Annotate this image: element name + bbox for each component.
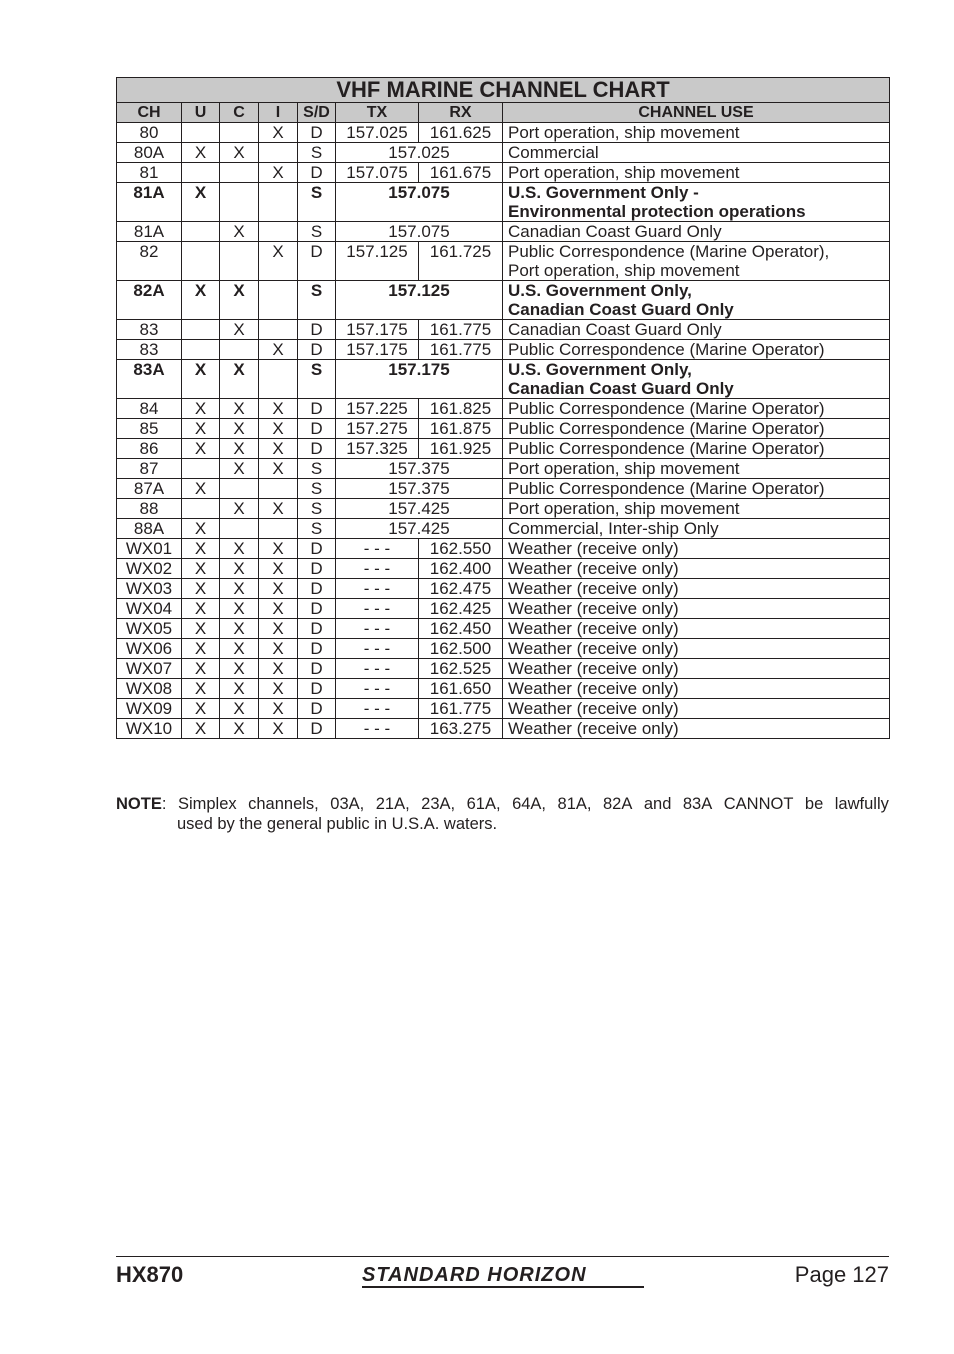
channel-use-line: Weather (receive only) xyxy=(508,699,679,718)
cell-us: X xyxy=(182,539,220,559)
cell-us: X xyxy=(182,281,220,320)
cell-frequency: 157.075 xyxy=(336,222,503,242)
cell-channel-use xyxy=(503,281,890,320)
cell-international xyxy=(259,222,298,242)
channel-chart-table xyxy=(116,77,890,739)
cell-us xyxy=(182,499,220,519)
channel-use-line: Weather (receive only) xyxy=(508,659,679,678)
cell-canada xyxy=(220,242,259,281)
cell-canada: X xyxy=(220,599,259,619)
cell-channel: 83A xyxy=(117,360,182,399)
cell-channel-use xyxy=(503,340,890,360)
cell-channel: 83 xyxy=(117,340,182,360)
cell-channel: WX09 xyxy=(117,699,182,719)
cell-simplex-duplex: D xyxy=(298,619,336,639)
cell-channel-use xyxy=(503,599,890,619)
cell-channel: 81 xyxy=(117,163,182,183)
note-label: NOTE xyxy=(116,795,162,813)
cell-international: X xyxy=(259,459,298,479)
cell-us: X xyxy=(182,719,220,739)
cell-channel-use xyxy=(503,183,890,222)
cell-international: X xyxy=(259,163,298,183)
cell-canada: X xyxy=(220,679,259,699)
note-line-2: used by the general public in U.S.A. waters. xyxy=(177,814,498,833)
cell-us: X xyxy=(182,559,220,579)
channel-use-line: Weather (receive only) xyxy=(508,619,679,638)
cell-channel: 82 xyxy=(117,242,182,281)
table-row xyxy=(117,459,890,479)
cell-rx: 162.475 xyxy=(419,579,503,599)
cell-channel: 86 xyxy=(117,439,182,459)
channel-use-line: Public Correspondence (Marine Operator) xyxy=(508,439,825,458)
cell-rx: 162.500 xyxy=(419,639,503,659)
cell-tx: 157.275 xyxy=(336,419,419,439)
cell-international xyxy=(259,360,298,399)
cell-international xyxy=(259,143,298,163)
cell-canada: X xyxy=(220,499,259,519)
channel-use-line: Canadian Coast Guard Only xyxy=(508,300,734,319)
cell-canada xyxy=(220,183,259,222)
cell-simplex-duplex: D xyxy=(298,679,336,699)
cell-channel: 80 xyxy=(117,123,182,143)
cell-channel: 82A xyxy=(117,281,182,320)
cell-simplex-duplex: D xyxy=(298,579,336,599)
channel-use-line: U.S. Government Only, xyxy=(508,360,692,379)
cell-canada xyxy=(220,340,259,360)
cell-us xyxy=(182,340,220,360)
cell-channel: 84 xyxy=(117,399,182,419)
cell-tx: 157.175 xyxy=(336,340,419,360)
cell-simplex-duplex: D xyxy=(298,599,336,619)
cell-us xyxy=(182,320,220,340)
channel-use-line: U.S. Government Only - xyxy=(508,183,699,202)
channel-use-line: Port operation, ship movement xyxy=(508,123,740,142)
cell-channel-use xyxy=(503,619,890,639)
header-ch: CH xyxy=(117,103,182,123)
cell-us: X xyxy=(182,639,220,659)
cell-simplex-duplex: D xyxy=(298,719,336,739)
cell-canada: X xyxy=(220,639,259,659)
cell-rx: 162.425 xyxy=(419,599,503,619)
cell-rx: 161.825 xyxy=(419,399,503,419)
cell-international: X xyxy=(259,123,298,143)
cell-international xyxy=(259,183,298,222)
cell-canada: X xyxy=(220,439,259,459)
cell-simplex-duplex: D xyxy=(298,559,336,579)
cell-canada: X xyxy=(220,320,259,340)
channel-use-line: Canadian Coast Guard Only xyxy=(508,222,722,241)
cell-frequency: 157.375 xyxy=(336,459,503,479)
cell-rx: 162.450 xyxy=(419,619,503,639)
cell-channel-use xyxy=(503,719,890,739)
table-row xyxy=(117,360,890,399)
cell-tx: - - - xyxy=(336,659,419,679)
cell-tx: 157.175 xyxy=(336,320,419,340)
table-row xyxy=(117,479,890,499)
cell-channel: WX06 xyxy=(117,639,182,659)
cell-simplex-duplex: D xyxy=(298,659,336,679)
cell-frequency: 157.425 xyxy=(336,519,503,539)
cell-channel-use xyxy=(503,519,890,539)
cell-simplex-duplex: D xyxy=(298,399,336,419)
cell-international: X xyxy=(259,439,298,459)
cell-international: X xyxy=(259,679,298,699)
cell-channel-use xyxy=(503,499,890,519)
channel-use-line: Canadian Coast Guard Only xyxy=(508,379,734,398)
table-row xyxy=(117,399,890,419)
cell-channel: 81A xyxy=(117,222,182,242)
table-row xyxy=(117,340,890,360)
cell-canada: X xyxy=(220,459,259,479)
cell-channel: WX08 xyxy=(117,679,182,699)
cell-channel: 88A xyxy=(117,519,182,539)
header-c: C xyxy=(220,103,259,123)
channel-use-line: Public Correspondence (Marine Operator) xyxy=(508,479,825,498)
cell-tx: - - - xyxy=(336,559,419,579)
cell-channel-use xyxy=(503,123,890,143)
cell-canada: X xyxy=(220,699,259,719)
channel-use-line: Public Correspondence (Marine Operator), xyxy=(508,242,830,261)
cell-frequency: 157.125 xyxy=(336,281,503,320)
cell-channel-use xyxy=(503,659,890,679)
cell-channel-use xyxy=(503,559,890,579)
cell-rx: 161.650 xyxy=(419,679,503,699)
header-u: U xyxy=(182,103,220,123)
cell-canada: X xyxy=(220,419,259,439)
note-text: : Simplex channels, 03A, 21A, 23A, 61A, 64A, 81A, 82A and 83A CANNOT be lawfully xyxy=(161,795,889,813)
cell-channel: WX05 xyxy=(117,619,182,639)
cell-international xyxy=(259,281,298,320)
cell-frequency: 157.075 xyxy=(336,183,503,222)
channel-use-line: Public Correspondence (Marine Operator) xyxy=(508,419,825,438)
model-name: HX870 xyxy=(116,1262,184,1287)
cell-canada: X xyxy=(220,222,259,242)
table-row xyxy=(117,143,890,163)
cell-simplex-duplex: D xyxy=(298,699,336,719)
cell-international: X xyxy=(259,539,298,559)
cell-simplex-duplex: D xyxy=(298,242,336,281)
cell-canada: X xyxy=(220,579,259,599)
cell-international xyxy=(259,519,298,539)
cell-us: X xyxy=(182,479,220,499)
table-row xyxy=(117,163,890,183)
cell-tx: - - - xyxy=(336,639,419,659)
cell-channel: WX01 xyxy=(117,539,182,559)
channel-use-line: Canadian Coast Guard Only xyxy=(508,320,722,339)
cell-channel: WX02 xyxy=(117,559,182,579)
cell-canada xyxy=(220,123,259,143)
cell-international: X xyxy=(259,399,298,419)
channel-use-line: Weather (receive only) xyxy=(508,719,679,738)
cell-tx: - - - xyxy=(336,539,419,559)
cell-international: X xyxy=(259,619,298,639)
cell-channel-use xyxy=(503,242,890,281)
cell-channel-use xyxy=(503,439,890,459)
cell-tx: - - - xyxy=(336,699,419,719)
cell-channel-use xyxy=(503,419,890,439)
cell-simplex-duplex: D xyxy=(298,419,336,439)
table-row xyxy=(117,599,890,619)
channel-use-line: Public Correspondence (Marine Operator) xyxy=(508,340,825,359)
cell-us: X xyxy=(182,699,220,719)
cell-frequency: 157.375 xyxy=(336,479,503,499)
cell-simplex-duplex: S xyxy=(298,479,336,499)
cell-simplex-duplex: D xyxy=(298,320,336,340)
cell-canada: X xyxy=(220,143,259,163)
cell-tx: - - - xyxy=(336,599,419,619)
cell-channel-use xyxy=(503,479,890,499)
cell-rx: 161.725 xyxy=(419,242,503,281)
cell-tx: 157.075 xyxy=(336,163,419,183)
table-row xyxy=(117,419,890,439)
cell-simplex-duplex: S xyxy=(298,519,336,539)
cell-rx: 163.275 xyxy=(419,719,503,739)
table-row xyxy=(117,222,890,242)
cell-us: X xyxy=(182,679,220,699)
cell-international: X xyxy=(259,599,298,619)
cell-international: X xyxy=(259,419,298,439)
table-row xyxy=(117,281,890,320)
channel-use-line: Weather (receive only) xyxy=(508,639,679,658)
cell-international: X xyxy=(259,699,298,719)
cell-us: X xyxy=(182,599,220,619)
cell-rx: 161.925 xyxy=(419,439,503,459)
cell-canada: X xyxy=(220,281,259,320)
channel-use-line: Port operation, ship movement xyxy=(508,163,740,182)
table-row xyxy=(117,699,890,719)
cell-channel-use xyxy=(503,360,890,399)
cell-canada: X xyxy=(220,659,259,679)
note-line-1 xyxy=(116,795,889,815)
cell-tx: - - - xyxy=(336,679,419,699)
table-row xyxy=(117,519,890,539)
channel-use-line: Commercial, Inter-ship Only xyxy=(508,519,719,538)
chart-body xyxy=(117,123,890,739)
chart-title: VHF MARINE CHANNEL CHART xyxy=(117,78,890,103)
cell-canada xyxy=(220,479,259,499)
cell-channel-use xyxy=(503,539,890,559)
cell-channel: WX03 xyxy=(117,579,182,599)
cell-simplex-duplex: S xyxy=(298,143,336,163)
cell-tx: 157.025 xyxy=(336,123,419,143)
cell-channel: 87 xyxy=(117,459,182,479)
cell-channel-use xyxy=(503,399,890,419)
cell-international: X xyxy=(259,579,298,599)
table-row xyxy=(117,320,890,340)
cell-canada: X xyxy=(220,399,259,419)
cell-us: X xyxy=(182,439,220,459)
cell-us: X xyxy=(182,659,220,679)
brand-underline xyxy=(362,1286,644,1290)
channel-use-line: Weather (receive only) xyxy=(508,559,679,578)
cell-international: X xyxy=(259,719,298,739)
header-rx: RX xyxy=(419,103,503,123)
header-i: I xyxy=(259,103,298,123)
cell-us: X xyxy=(182,143,220,163)
cell-channel: WX07 xyxy=(117,659,182,679)
table-row xyxy=(117,619,890,639)
cell-simplex-duplex: S xyxy=(298,222,336,242)
cell-us xyxy=(182,163,220,183)
cell-channel: WX04 xyxy=(117,599,182,619)
cell-simplex-duplex: S xyxy=(298,183,336,222)
channel-use-line: U.S. Government Only, xyxy=(508,281,692,300)
table-row xyxy=(117,639,890,659)
table-row xyxy=(117,242,890,281)
table-row xyxy=(117,679,890,699)
cell-rx: 162.550 xyxy=(419,539,503,559)
cell-channel: 85 xyxy=(117,419,182,439)
cell-international: X xyxy=(259,639,298,659)
cell-rx: 161.775 xyxy=(419,699,503,719)
cell-simplex-duplex: S xyxy=(298,360,336,399)
cell-canada xyxy=(220,519,259,539)
cell-channel-use xyxy=(503,143,890,163)
cell-simplex-duplex: D xyxy=(298,439,336,459)
cell-canada xyxy=(220,163,259,183)
cell-channel: 81A xyxy=(117,183,182,222)
cell-channel-use xyxy=(503,222,890,242)
cell-canada: X xyxy=(220,360,259,399)
cell-channel: 80A xyxy=(117,143,182,163)
cell-frequency: 157.175 xyxy=(336,360,503,399)
cell-simplex-duplex: D xyxy=(298,639,336,659)
cell-simplex-duplex: D xyxy=(298,539,336,559)
cell-channel: 87A xyxy=(117,479,182,499)
cell-channel-use xyxy=(503,459,890,479)
cell-tx: 157.125 xyxy=(336,242,419,281)
cell-canada: X xyxy=(220,539,259,559)
table-row xyxy=(117,539,890,559)
cell-us: X xyxy=(182,399,220,419)
cell-international xyxy=(259,479,298,499)
cell-us xyxy=(182,242,220,281)
channel-use-line: Weather (receive only) xyxy=(508,539,679,558)
cell-rx: 162.400 xyxy=(419,559,503,579)
cell-us xyxy=(182,123,220,143)
table-row xyxy=(117,559,890,579)
cell-channel-use xyxy=(503,639,890,659)
table-row xyxy=(117,659,890,679)
cell-us: X xyxy=(182,183,220,222)
table-row xyxy=(117,499,890,519)
page-number: Page 127 xyxy=(794,1262,889,1287)
header-sd: S/D xyxy=(298,103,336,123)
cell-channel-use xyxy=(503,699,890,719)
cell-simplex-duplex: S xyxy=(298,281,336,320)
cell-us xyxy=(182,222,220,242)
cell-frequency: 157.025 xyxy=(336,143,503,163)
cell-us: X xyxy=(182,579,220,599)
footer-rule xyxy=(116,1256,889,1257)
header-channel-use: CHANNEL USE xyxy=(503,103,890,123)
cell-canada: X xyxy=(220,619,259,639)
cell-simplex-duplex: D xyxy=(298,123,336,143)
cell-tx: - - - xyxy=(336,619,419,639)
cell-simplex-duplex: D xyxy=(298,340,336,360)
cell-rx: 161.675 xyxy=(419,163,503,183)
channel-use-line: Commercial xyxy=(508,143,599,162)
cell-international: X xyxy=(259,340,298,360)
cell-tx: - - - xyxy=(336,579,419,599)
cell-channel-use xyxy=(503,679,890,699)
cell-us xyxy=(182,459,220,479)
channel-use-line: Public Correspondence (Marine Operator) xyxy=(508,399,825,418)
channel-use-line: Environmental protection operations xyxy=(508,202,806,221)
cell-frequency: 157.425 xyxy=(336,499,503,519)
cell-canada: X xyxy=(220,719,259,739)
cell-simplex-duplex: S xyxy=(298,499,336,519)
table-row xyxy=(117,579,890,599)
cell-us: X xyxy=(182,360,220,399)
channel-use-line: Weather (receive only) xyxy=(508,679,679,698)
brand-text: STANDARD HORIZON xyxy=(362,1264,587,1286)
cell-channel-use xyxy=(503,320,890,340)
cell-rx: 161.775 xyxy=(419,320,503,340)
channel-use-line: Weather (receive only) xyxy=(508,579,679,598)
cell-channel-use xyxy=(503,163,890,183)
cell-channel: 88 xyxy=(117,499,182,519)
cell-international: X xyxy=(259,499,298,519)
note xyxy=(116,795,889,834)
cell-rx: 161.875 xyxy=(419,419,503,439)
cell-channel: WX10 xyxy=(117,719,182,739)
cell-us: X xyxy=(182,619,220,639)
channel-use-line: Weather (receive only) xyxy=(508,599,679,618)
cell-international xyxy=(259,320,298,340)
cell-international: X xyxy=(259,559,298,579)
channel-use-line: Port operation, ship movement xyxy=(508,261,740,280)
cell-simplex-duplex: S xyxy=(298,459,336,479)
cell-rx: 162.525 xyxy=(419,659,503,679)
cell-simplex-duplex: D xyxy=(298,163,336,183)
channel-use-line: Port operation, ship movement xyxy=(508,459,740,478)
cell-international: X xyxy=(259,242,298,281)
table-row xyxy=(117,123,890,143)
cell-tx: 157.325 xyxy=(336,439,419,459)
cell-us: X xyxy=(182,419,220,439)
cell-international: X xyxy=(259,659,298,679)
brand-logo xyxy=(362,1264,587,1287)
cell-channel: 83 xyxy=(117,320,182,340)
table-row xyxy=(117,439,890,459)
cell-rx: 161.775 xyxy=(419,340,503,360)
cell-tx: 157.225 xyxy=(336,399,419,419)
cell-channel-use xyxy=(503,579,890,599)
cell-tx: - - - xyxy=(336,719,419,739)
table-row xyxy=(117,183,890,222)
table-row xyxy=(117,719,890,739)
header-tx: TX xyxy=(336,103,419,123)
cell-canada: X xyxy=(220,559,259,579)
cell-rx: 161.625 xyxy=(419,123,503,143)
channel-use-line: Port operation, ship movement xyxy=(508,499,740,518)
cell-us: X xyxy=(182,519,220,539)
